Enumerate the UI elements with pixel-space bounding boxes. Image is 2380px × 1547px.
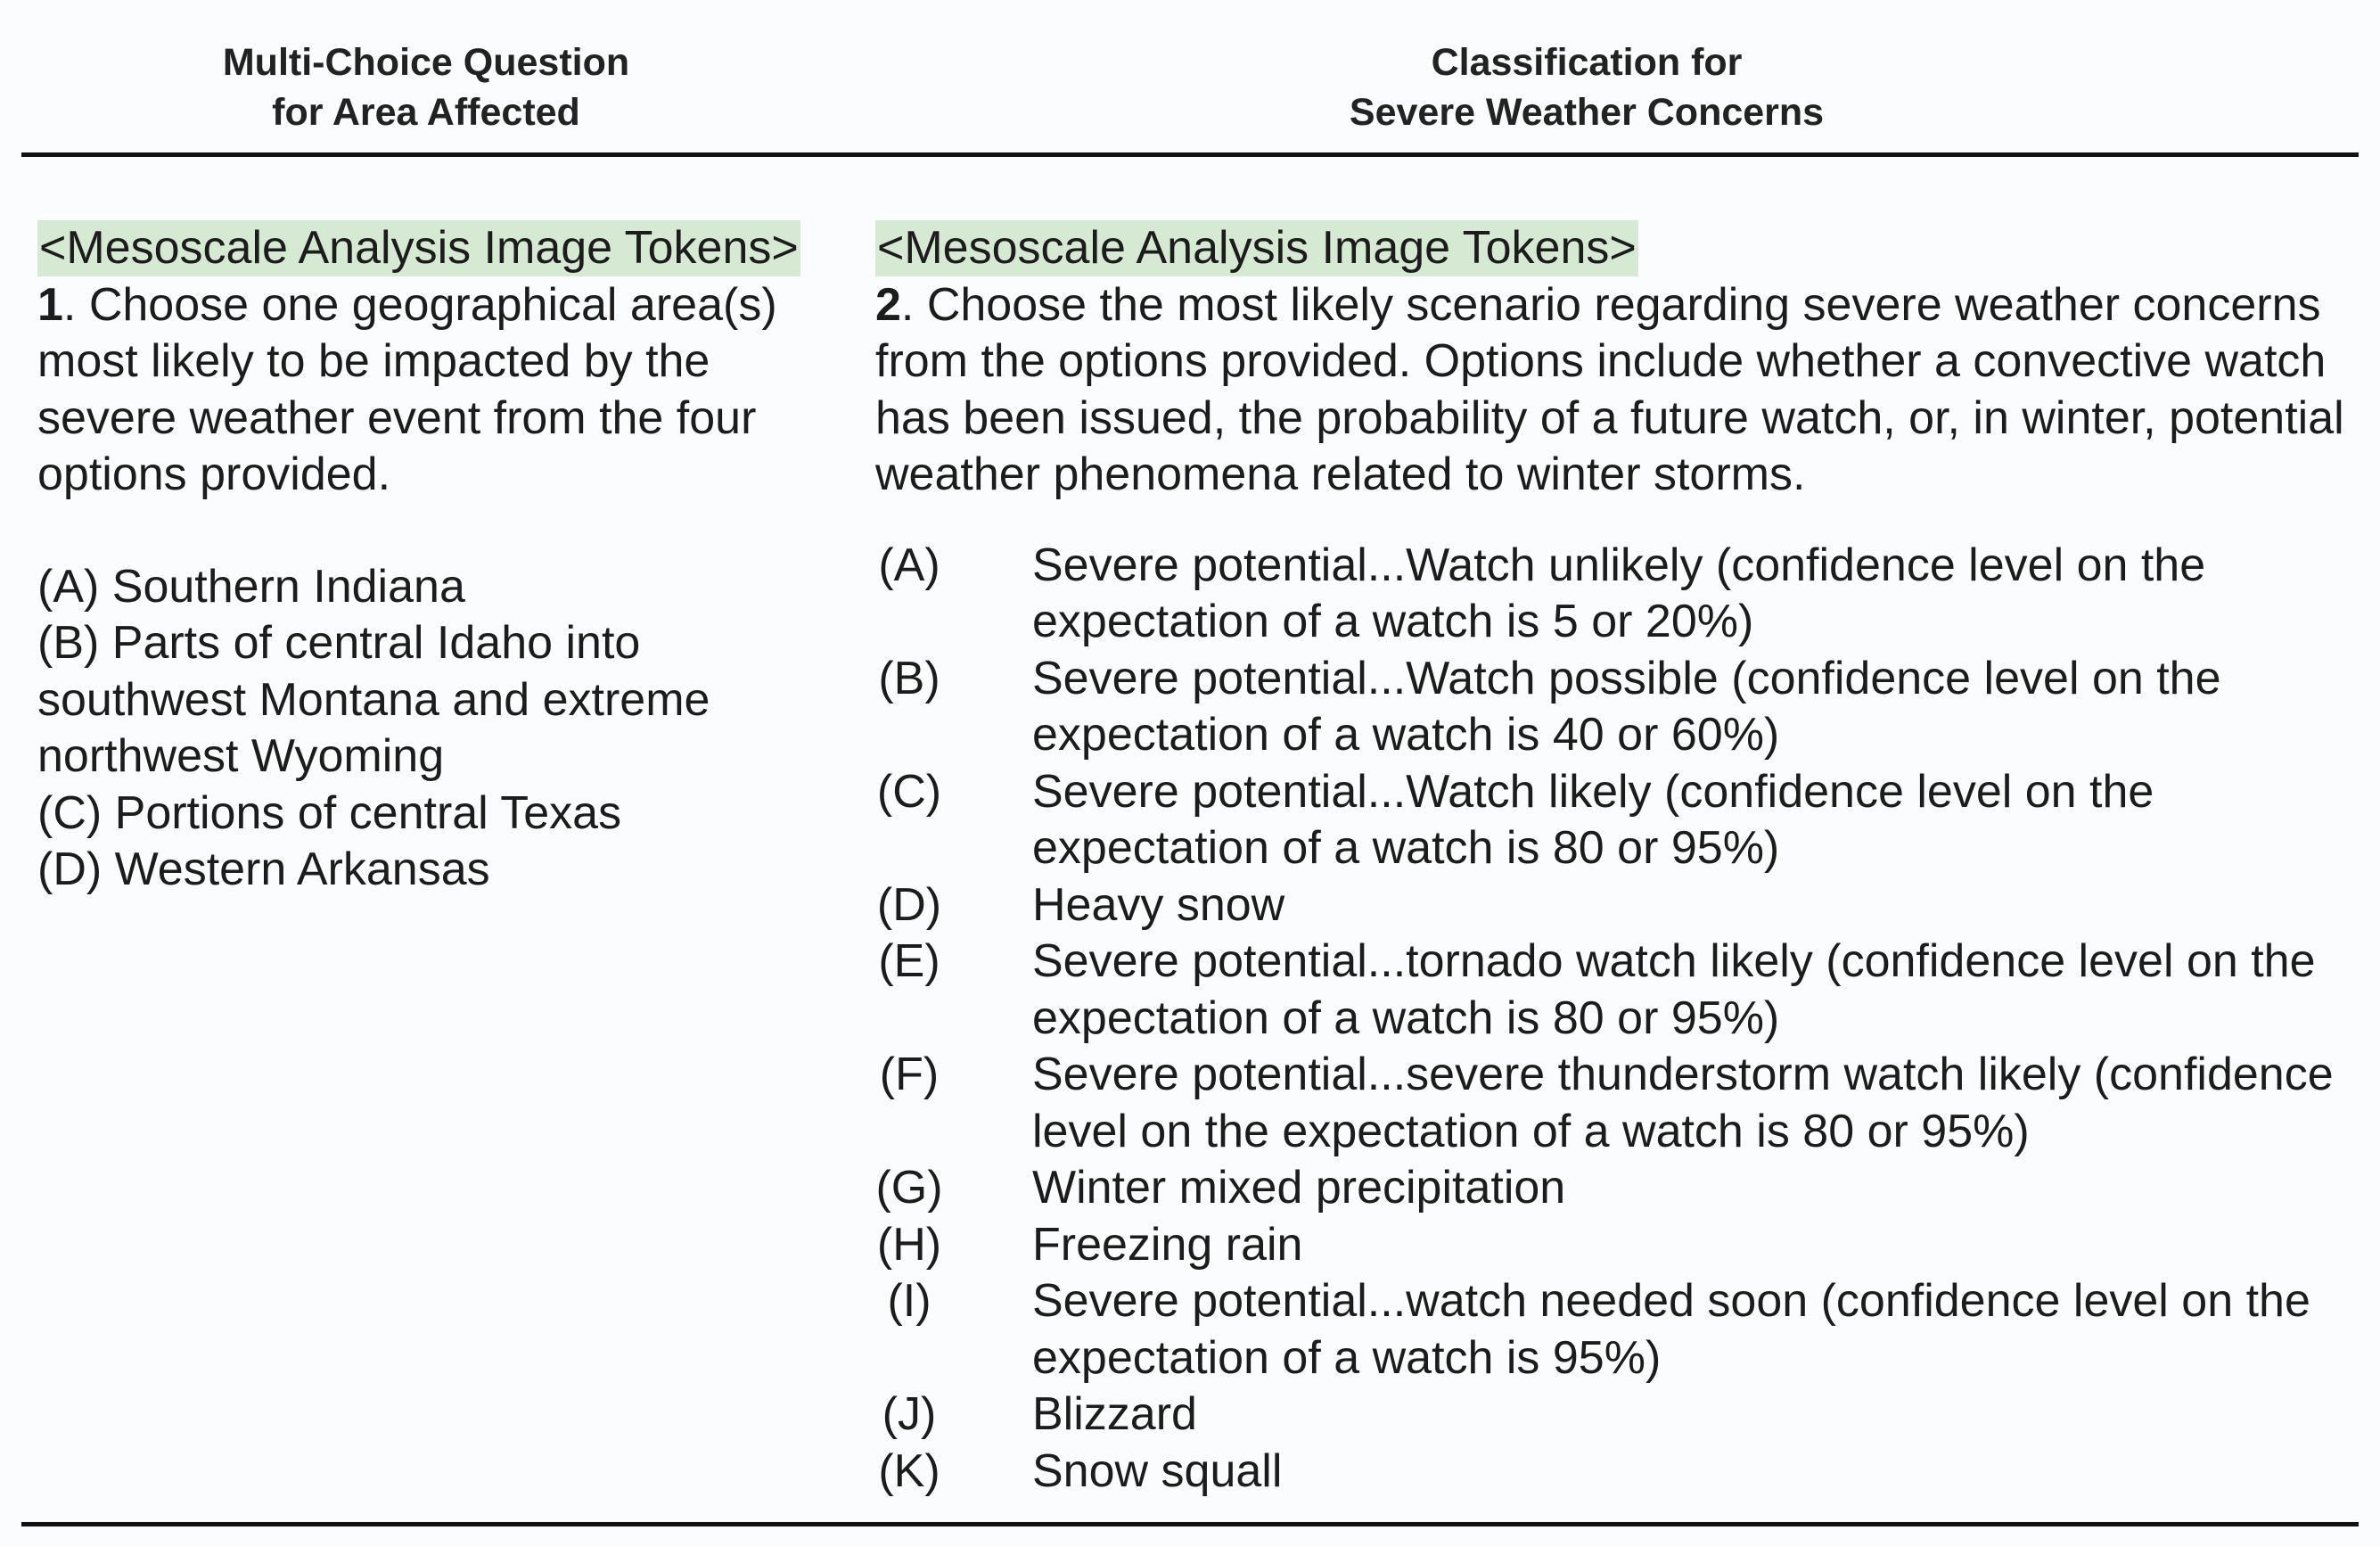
option-row — [875, 651, 2346, 764]
right-column — [875, 220, 2346, 1500]
option-text: Heavy snow — [1032, 878, 1285, 931]
option-letter: (C) — [876, 765, 942, 818]
answer-option: (A) Southern Indiana — [37, 560, 465, 613]
option-letter: (I) — [887, 1275, 931, 1327]
option-list — [875, 538, 2346, 1501]
option-text: Severe potential...Watch unlikely (confidence level on the expectation of a watch is 5 or 20%) — [1032, 539, 2206, 647]
header-left-line-1: Multi-Choice Question — [222, 41, 630, 84]
option-text: Severe potential...severe thunderstorm watch likely (confidence level on the expectation of a watch is 80 or 95%) — [1032, 1049, 2334, 1157]
option-letter: (G) — [875, 1162, 943, 1214]
header-classification — [874, 37, 2300, 137]
image-token-tag: <Mesoscale Analysis Image Tokens> — [875, 220, 1638, 276]
option-text: Winter mixed precipitation — [1032, 1162, 1566, 1214]
option-row — [875, 934, 2346, 1047]
question-text: . Choose the most likely scenario regarding severe weather concerns from the options provided. Options include whether a convective watch has been issued, the probability of a future watch, or, in winter, potential weather phenomena related to winter storms. — [875, 278, 2344, 500]
answer-option: (C) Portions of central Texas — [37, 786, 622, 839]
header-right-line-1: Classification for — [1431, 41, 1743, 84]
header-left-line-2: for Area Affected — [272, 91, 580, 134]
answer-option: (B) Parts of central Idaho into southwest Montana and extreme northwest Wyoming — [37, 617, 710, 782]
option-row — [875, 538, 2346, 651]
option-row — [875, 764, 2346, 877]
option-letter: (A) — [878, 539, 940, 591]
question-number: 1 — [37, 278, 63, 331]
answer-list — [37, 559, 822, 899]
top-rule — [21, 152, 2359, 157]
option-row — [875, 1273, 2346, 1387]
header-right-line-2: Severe Weather Concerns — [1349, 91, 1825, 134]
option-row — [875, 1217, 2346, 1274]
option-letter: (F) — [879, 1049, 940, 1100]
option-text: Freezing rain — [1032, 1218, 1303, 1271]
image-token-tag: <Mesoscale Analysis Image Tokens> — [37, 220, 800, 276]
option-text: Snow squall — [1032, 1444, 1283, 1497]
option-letter: (B) — [878, 652, 940, 704]
option-row — [875, 1444, 2346, 1501]
option-letter: (H) — [876, 1218, 942, 1271]
bottom-rule — [21, 1522, 2359, 1526]
question-number: 2 — [875, 278, 901, 331]
question-2 — [875, 277, 2346, 504]
option-text: Blizzard — [1032, 1388, 1197, 1440]
answer-option: (D) Western Arkansas — [37, 843, 490, 895]
question-text: . Choose one geographical area(s) most likely to be impacted by the severe weather event from the four options provided. — [37, 278, 777, 500]
option-letter: (E) — [878, 935, 940, 987]
option-letter: (D) — [876, 878, 942, 931]
option-row — [875, 1387, 2346, 1444]
option-letter: (K) — [878, 1444, 940, 1497]
option-text: Severe potential...Watch possible (confidence level on the expectation of a watch is 40 or 60%) — [1032, 652, 2221, 761]
option-row — [875, 1160, 2346, 1217]
option-text: Severe potential...watch needed soon (confidence level on the expectation of a watch is 95%) — [1032, 1275, 2310, 1384]
option-letter: (J) — [882, 1388, 937, 1440]
option-text: Severe potential...Watch likely (confidence level on the expectation of a watch is 80 or 95%) — [1032, 765, 2154, 874]
header-multi-choice — [21, 37, 831, 137]
left-column — [37, 220, 822, 899]
question-1 — [37, 277, 822, 504]
option-text: Severe potential...tornado watch likely (confidence level on the expectation of a watch is 80 or 95%) — [1032, 935, 2316, 1044]
option-row — [875, 877, 2346, 934]
option-row — [875, 1047, 2346, 1160]
